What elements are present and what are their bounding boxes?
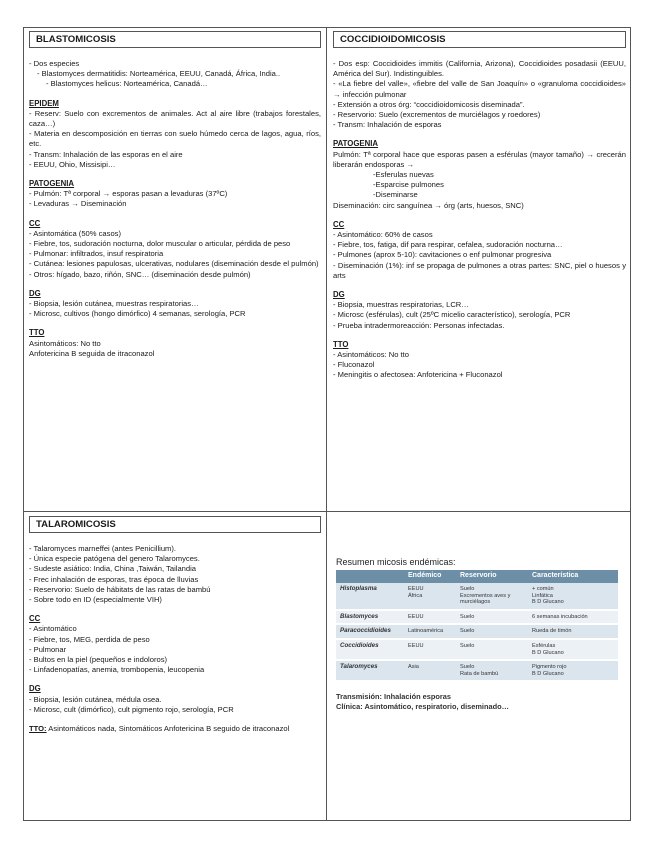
table-header-cell (336, 570, 404, 583)
cocci-intro-line: - Reservorio: Suelo (excrementos de murciélagos y roedores) (333, 110, 541, 120)
table-row (336, 639, 618, 660)
summary-title: Resumen micosis endémicas: (336, 557, 456, 567)
blasto-cc-line: - Cutánea: lesiones papulosas, ulcerativas, nodulares (diseminación desde el pulmón) (29, 259, 319, 269)
footnote-line: Clínica: Asintomático, respiratorio, diseminado… (336, 701, 510, 711)
section-heading: CC (29, 614, 41, 624)
blasto-epidem-line: - Reserv: Suelo con excrementos de animales. Act al aire libre (trabajos forestales, caza…) (29, 108, 321, 129)
blasto-cc-section (29, 219, 321, 280)
table-header-cell: Característica (528, 570, 618, 583)
table-cell-endemic: EEUU (404, 610, 456, 625)
table-cell-feature: Rueda de timón (528, 624, 618, 639)
talaro-intro-line: - Frec inhalación de esporas, tras época de lluvias (29, 574, 199, 584)
talaro-dg-section (29, 684, 321, 715)
notes-grid (23, 27, 631, 821)
coccidioidomicosis-panel (333, 31, 626, 381)
cocci-patogenia-sub: -Esferulas nuevas (373, 170, 434, 180)
talaro-intro-line: - Única especie patógena del genero Talaromyces. (29, 554, 200, 564)
table-cell-feature: 6 semanas incubación (528, 610, 618, 625)
table-header-row (336, 570, 618, 583)
talaro-cc-line: - Linfadenopatías, anemia, trombopenia, leucopenia (29, 665, 205, 675)
section-heading: PATOGENIA (29, 179, 75, 189)
talaromicosis-title: TALAROMICOSIS (29, 516, 321, 533)
cocci-cc-line: - Diseminación (1%): inf se propaga de pulmones a otras partes: SNC, piel o huesos y arts (333, 260, 626, 280)
talaro-intro-line: - Sudeste asiático: India, China ,Taiwán, Tailandia (29, 564, 197, 574)
blasto-tto-section (29, 328, 321, 359)
table-cell-name: Paracoccidioides (336, 624, 404, 639)
cocci-patogenia-sub: -Diseminarse (373, 190, 418, 200)
blasto-cc-line: - Asintomática (50% casos) (29, 228, 122, 238)
blasto-dg-line: - Biopsia, lesión cutánea, muestras respiratorias… (29, 299, 199, 309)
table-cell-name: Talaromyces (336, 660, 404, 681)
table-cell-endemic: Asia (404, 660, 456, 681)
table-cell-name: Blastomyces (336, 610, 404, 625)
talaro-cc-line: - Asintomático (29, 624, 77, 634)
footnote-line: Transmisión: Inhalación esporas (336, 692, 451, 702)
talaro-intro-line: - Sobre todo en ID (especialmente VIH) (29, 595, 162, 605)
blasto-tto-line: Anfotericina B seguida de itraconazol (29, 348, 155, 358)
table-cell-name: Coccidioides (336, 639, 404, 660)
talaromicosis-panel (29, 516, 321, 734)
table-cell-feature: + común Linfática B D Glucano (528, 583, 618, 610)
talaro-cc-line: - Bultos en la piel (pequeños e indoloros) (29, 655, 168, 665)
talaro-tto-text: Asintomáticos nada, Sintomáticos Anfotericina B seguido de itraconazol (46, 724, 290, 734)
talaro-intro-line: - Talaromyces marneffei (antes Penicillium). (29, 544, 177, 553)
section-heading: DG (29, 684, 41, 694)
cocci-dg-line: - Prueba intradermoreacción: Personas infectadas. (333, 320, 505, 330)
cocci-cc-line: - Pulmones (aprox 5-10): cavitaciones o enf pulmonar progresiva (333, 250, 552, 260)
table-body (336, 583, 618, 681)
cocci-intro-line: - Extensión a otros órg: “coccidioidomicosis diseminada”. (333, 99, 525, 109)
table-cell-reservoir: Suelo Rata de bambú (456, 660, 528, 681)
talaro-dg-line: - Microsc, cult (dimórfico), cult pigmento rojo, serología, PCR (29, 704, 234, 714)
coccidioidomicosis-title: COCCIDIOIDOMICOSIS (333, 31, 626, 48)
summary-footnotes (336, 692, 626, 711)
table-header-cell: Reservorio (456, 570, 528, 583)
blasto-intro-line: - Blastomyces dermatitidis: Norteamérica, EEUU, Canadá, África, India.. (37, 69, 281, 79)
cocci-dg-line: - Microsc (esférulas), cult (25ºC micelio característico), serología, PCR (333, 310, 571, 320)
cocci-patogenia-lead: Pulmón: Tª corporal hace que esporas pasen a esférulas (mayor tamaño) → crecerán liberarán endosporas → (333, 149, 626, 169)
blasto-epidem-line: - Transm: Inhalación de las esporas en el aire (29, 149, 183, 159)
cocci-tto-line: - Meningitis o afectosea: Anfotericina + Fluconazol (333, 370, 503, 380)
talaro-cc-section (29, 614, 321, 675)
section-heading: PATOGENIA (333, 139, 379, 149)
blasto-epidem-line: - EEUU, Ohio, Missisipi… (29, 159, 116, 169)
talaro-cc-line: - Pulmonar (29, 644, 67, 654)
blasto-patogenia-section (29, 179, 321, 210)
horizontal-divider (24, 511, 630, 512)
table-cell-endemic: EEUU (404, 639, 456, 660)
blasto-patogenia-line: - Levaduras → Diseminación (29, 199, 127, 209)
section-heading: EPIDEM (29, 98, 59, 108)
blasto-epidem-section (29, 99, 321, 170)
talaro-tto-section (29, 724, 321, 734)
blasto-cc-line: - Fiebre, tos, sudoración nocturna, dolor muscular o articular, pérdida de peso (29, 239, 291, 249)
cocci-patogenia-section (333, 139, 626, 210)
blasto-tto-line: Asintomáticos: No tto (29, 338, 101, 348)
table-cell-feature: Esférulas B D Glucano (528, 639, 618, 660)
section-heading: CC (333, 219, 345, 229)
table-cell-reservoir: Suelo Excrementos aves y murciélagos (456, 583, 528, 610)
table-row (336, 610, 618, 625)
table-header-cell: Endémico (404, 570, 456, 583)
cocci-intro-line: - Dos esp: Coccidioides immitis (California, Arizona), Coccidioides posadasii (EEUU, América del Sur). Indistinguibles. (333, 59, 626, 79)
endemic-mycoses-table (336, 570, 618, 682)
section-heading: CC (29, 218, 41, 228)
section-heading: TTO: (29, 724, 47, 734)
table-row (336, 624, 618, 639)
table-cell-endemic: EEUU África (404, 583, 456, 610)
blastomicosis-title: BLASTOMICOSIS (29, 31, 321, 48)
section-heading: TTO (29, 328, 45, 338)
table-cell-name: Histoplasma (336, 583, 404, 610)
cocci-patogenia-sub: -Esparcise pulmones (373, 180, 444, 190)
cocci-tto-line: - Fluconazol (333, 360, 375, 370)
blasto-cc-line: - Otros: hígado, bazo, riñón, SNC… (diseminación desde pulmón) (29, 269, 251, 279)
vertical-divider (326, 28, 327, 820)
summary-block (333, 556, 626, 712)
cocci-intro-line: - Transm: Inhalación de esporas (333, 120, 442, 130)
table-cell-reservoir: Suelo (456, 639, 528, 660)
cocci-dg-line: - Biopsia, muestras respiratorias, LCR… (333, 300, 469, 310)
table-cell-reservoir: Suelo (456, 624, 528, 639)
cocci-dg-section (333, 290, 626, 331)
section-heading: TTO (333, 339, 349, 349)
table-cell-reservoir: Suelo (456, 610, 528, 625)
cocci-tto-line: - Asintomáticos: No tto (333, 350, 409, 360)
cocci-intro-line: - «La fiebre del valle», «fiebre del valle de San Joaquín» o «granuloma coccidioides» → infección pulmonar (333, 79, 626, 99)
blastomicosis-panel (29, 31, 321, 359)
talaro-intro-line: - Reservorio: Suelo de hábitats de las ratas de bambú (29, 584, 211, 594)
talaro-cc-line: - Fiebre, tos, MEG, perdida de peso (29, 634, 150, 644)
summary-panel (333, 516, 626, 712)
table-row (336, 660, 618, 681)
cocci-cc-line: - Fiebre, tos, fatiga, dif para respirar, cefalea, sudoración nocturna… (333, 240, 563, 250)
blasto-patogenia-line: - Pulmón: Tª corporal → esporas pasan a levaduras (37ºC) (29, 189, 228, 199)
blasto-epidem-line: - Materia en descomposición en tierras con suelo húmedo cerca de lagos, agua, ríos, etc. (29, 129, 321, 149)
blasto-cc-line: - Pulmonar: infiltrados, insuf respiratoria (29, 249, 164, 259)
table-cell-feature: Pigmento rojo B D Glucano (528, 660, 618, 681)
cocci-cc-line: - Asintomático: 60% de casos (333, 230, 433, 240)
cocci-cc-section (333, 220, 626, 281)
blasto-dg-section (29, 289, 321, 320)
cocci-patogenia-tail: Diseminación: circ sanguínea → órg (arts, huesos, SNC) (333, 200, 524, 210)
section-heading: DG (29, 288, 41, 298)
blasto-intro-line: - Dos especies (29, 59, 80, 68)
table-cell-endemic: Latinoamérica (404, 624, 456, 639)
table-row (336, 583, 618, 610)
cocci-tto-section (333, 340, 626, 381)
talaro-dg-line: - Biopsia, lesión cutánea, médula osea. (29, 694, 162, 704)
blasto-intro-line: - Blastomyces helicus: Norteamérica, Canadá… (46, 79, 208, 89)
section-heading: DG (333, 290, 345, 300)
blasto-dg-line: - Microsc, cultivos (hongo dimórfico) 4 semanas, serología, PCR (29, 309, 246, 319)
